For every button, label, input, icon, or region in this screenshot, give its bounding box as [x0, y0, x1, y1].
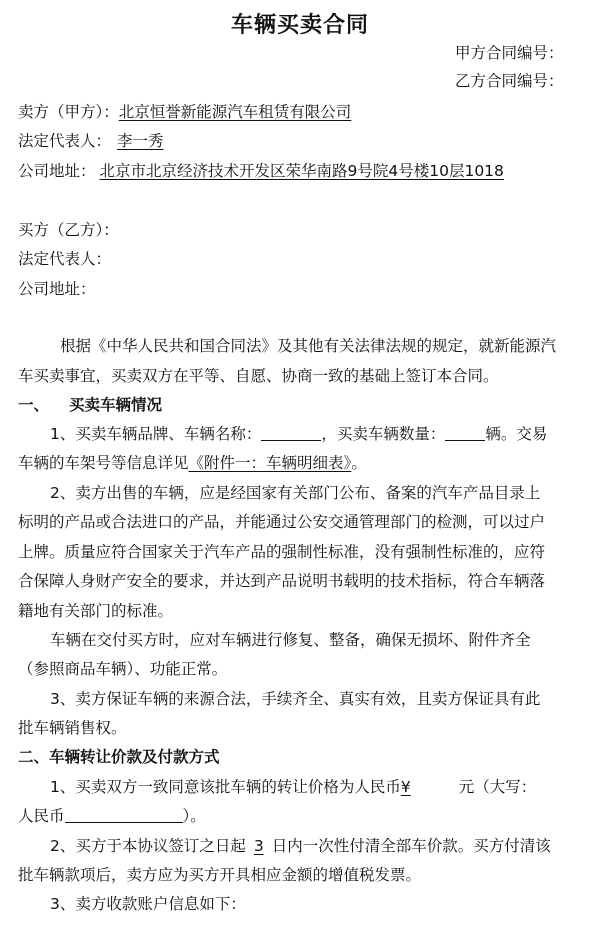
section-2-item-1-line-2 [18, 805, 206, 827]
seller-address-label: 公司地址： [18, 162, 96, 180]
seller-address-line [18, 160, 518, 182]
document-title: 车辆买卖合同 [230, 13, 369, 38]
intro-line-2: 车买卖事宜，买卖双方在平等、自愿、协商一致的基础上签订本合同。 [18, 367, 499, 385]
price-text-a: 1、买卖双方一致同意该批车辆的转让价格为人民币 [50, 778, 401, 796]
attachment-link: 《附件一：车辆明细表》 [188, 454, 352, 472]
item-1-line2-text: 车辆的车架号等信息详见 [18, 454, 189, 472]
section-2-item-1-line-1 [50, 776, 536, 798]
section-2-item-2-line-2: 批车辆款项后，卖方应为买方开具相应金额的增值税发票。 [18, 866, 422, 884]
seller-label: 卖方（甲方）： [18, 103, 119, 121]
section-1-item-3-line-1: 3、卖方保证车辆的来源合法，手续齐全、真实有效，且卖方保证具有此 [50, 690, 541, 708]
section-1-item-2-line-5: 籍地有关部门的标准。 [18, 602, 174, 620]
section-1-delivery-line-1: 车辆在交付买方时，应对车辆进行修复、整备，确保无损坏、附件齐全 [50, 631, 531, 649]
seller-name: 北京恒誉新能源汽车租赁有限公司 [118, 103, 352, 121]
buyer-rep-label: 法定代表人： [18, 250, 112, 268]
vehicle-name-blank [261, 424, 321, 441]
price-capital-blank [65, 806, 183, 823]
section-1-item-3-line-2: 批车辆销售权。 [18, 719, 127, 737]
seller-rep-label: 法定代表人： [18, 132, 112, 150]
seller-line [18, 101, 351, 123]
buyer-label: 买方（乙方）： [18, 221, 119, 239]
section-1-item-2-line-4: 合保障人身财产安全的要求，并达到产品说明书载明的技术指标，符合车辆落 [18, 572, 546, 590]
item-1-text-c: 辆。交易 [485, 425, 548, 443]
section-1-heading [18, 394, 162, 416]
price-yen-blank: ¥ [400, 778, 411, 796]
payment-text-a: 2、买方于本协议签订之日起 [50, 837, 246, 855]
section-1-delivery-line-2: （参照商品车辆）、功能正常。 [18, 660, 228, 678]
item-1-text-b: ，买卖车辆数量： [321, 425, 446, 443]
intro-line-1: 根据《中华人民共和国合同法》及其他有关法律法规的规定，就新能源汽 [60, 337, 557, 355]
payment-days: 3 [253, 837, 264, 855]
party-a-contract-number-label: 甲方合同编号： [455, 44, 564, 62]
section-1-item-2-line-3: 上牌。质量应符合国家关于汽车产品的强制性标准，没有强制性标准的，应符 [18, 543, 546, 561]
price-capital-end: ）。 [182, 807, 206, 825]
party-b-contract-number-label: 乙方合同编号： [455, 72, 564, 90]
seller-rep-line [18, 130, 176, 152]
seller-rep-name: 李一秀 [117, 132, 164, 150]
item-1-line2-end: 。 [351, 454, 367, 472]
vehicle-quantity-blank [445, 424, 485, 441]
section-1-item-2-line-2: 标明的产品或合法进口的产品，并能通过公安交通管理部门的检测，可以过户 [18, 513, 546, 531]
section-1-item-1-line-1 [50, 423, 547, 445]
section-1-item-2-line-1: 2、卖方出售的车辆，应是经国家有关部门公布、备案的汽车产品目录上 [50, 484, 541, 502]
price-text-b: 元（大写： [458, 778, 537, 796]
payment-text-b: 日内一次性付清全部车价款。买方付清该 [271, 837, 551, 855]
price-capital-label: 人民币 [18, 807, 65, 825]
seller-address: 北京市北京经济技术开发区荣华南路9号院4号楼10层1018 [99, 162, 504, 180]
section-2-heading: 二、车辆转让价款及付款方式 [18, 748, 220, 766]
item-1-text-a: 1、买卖车辆品牌、车辆名称： [50, 425, 262, 443]
section-2-item-2-line-1 [50, 835, 551, 857]
buyer-address-label: 公司地址： [18, 280, 96, 298]
section-2-item-3: 3、卖方收款账户信息如下： [50, 895, 246, 913]
section-1-title: 买卖车辆情况 [69, 396, 163, 414]
section-1-item-1-line-2 [18, 452, 367, 474]
section-1-number: 一、 [18, 396, 50, 414]
